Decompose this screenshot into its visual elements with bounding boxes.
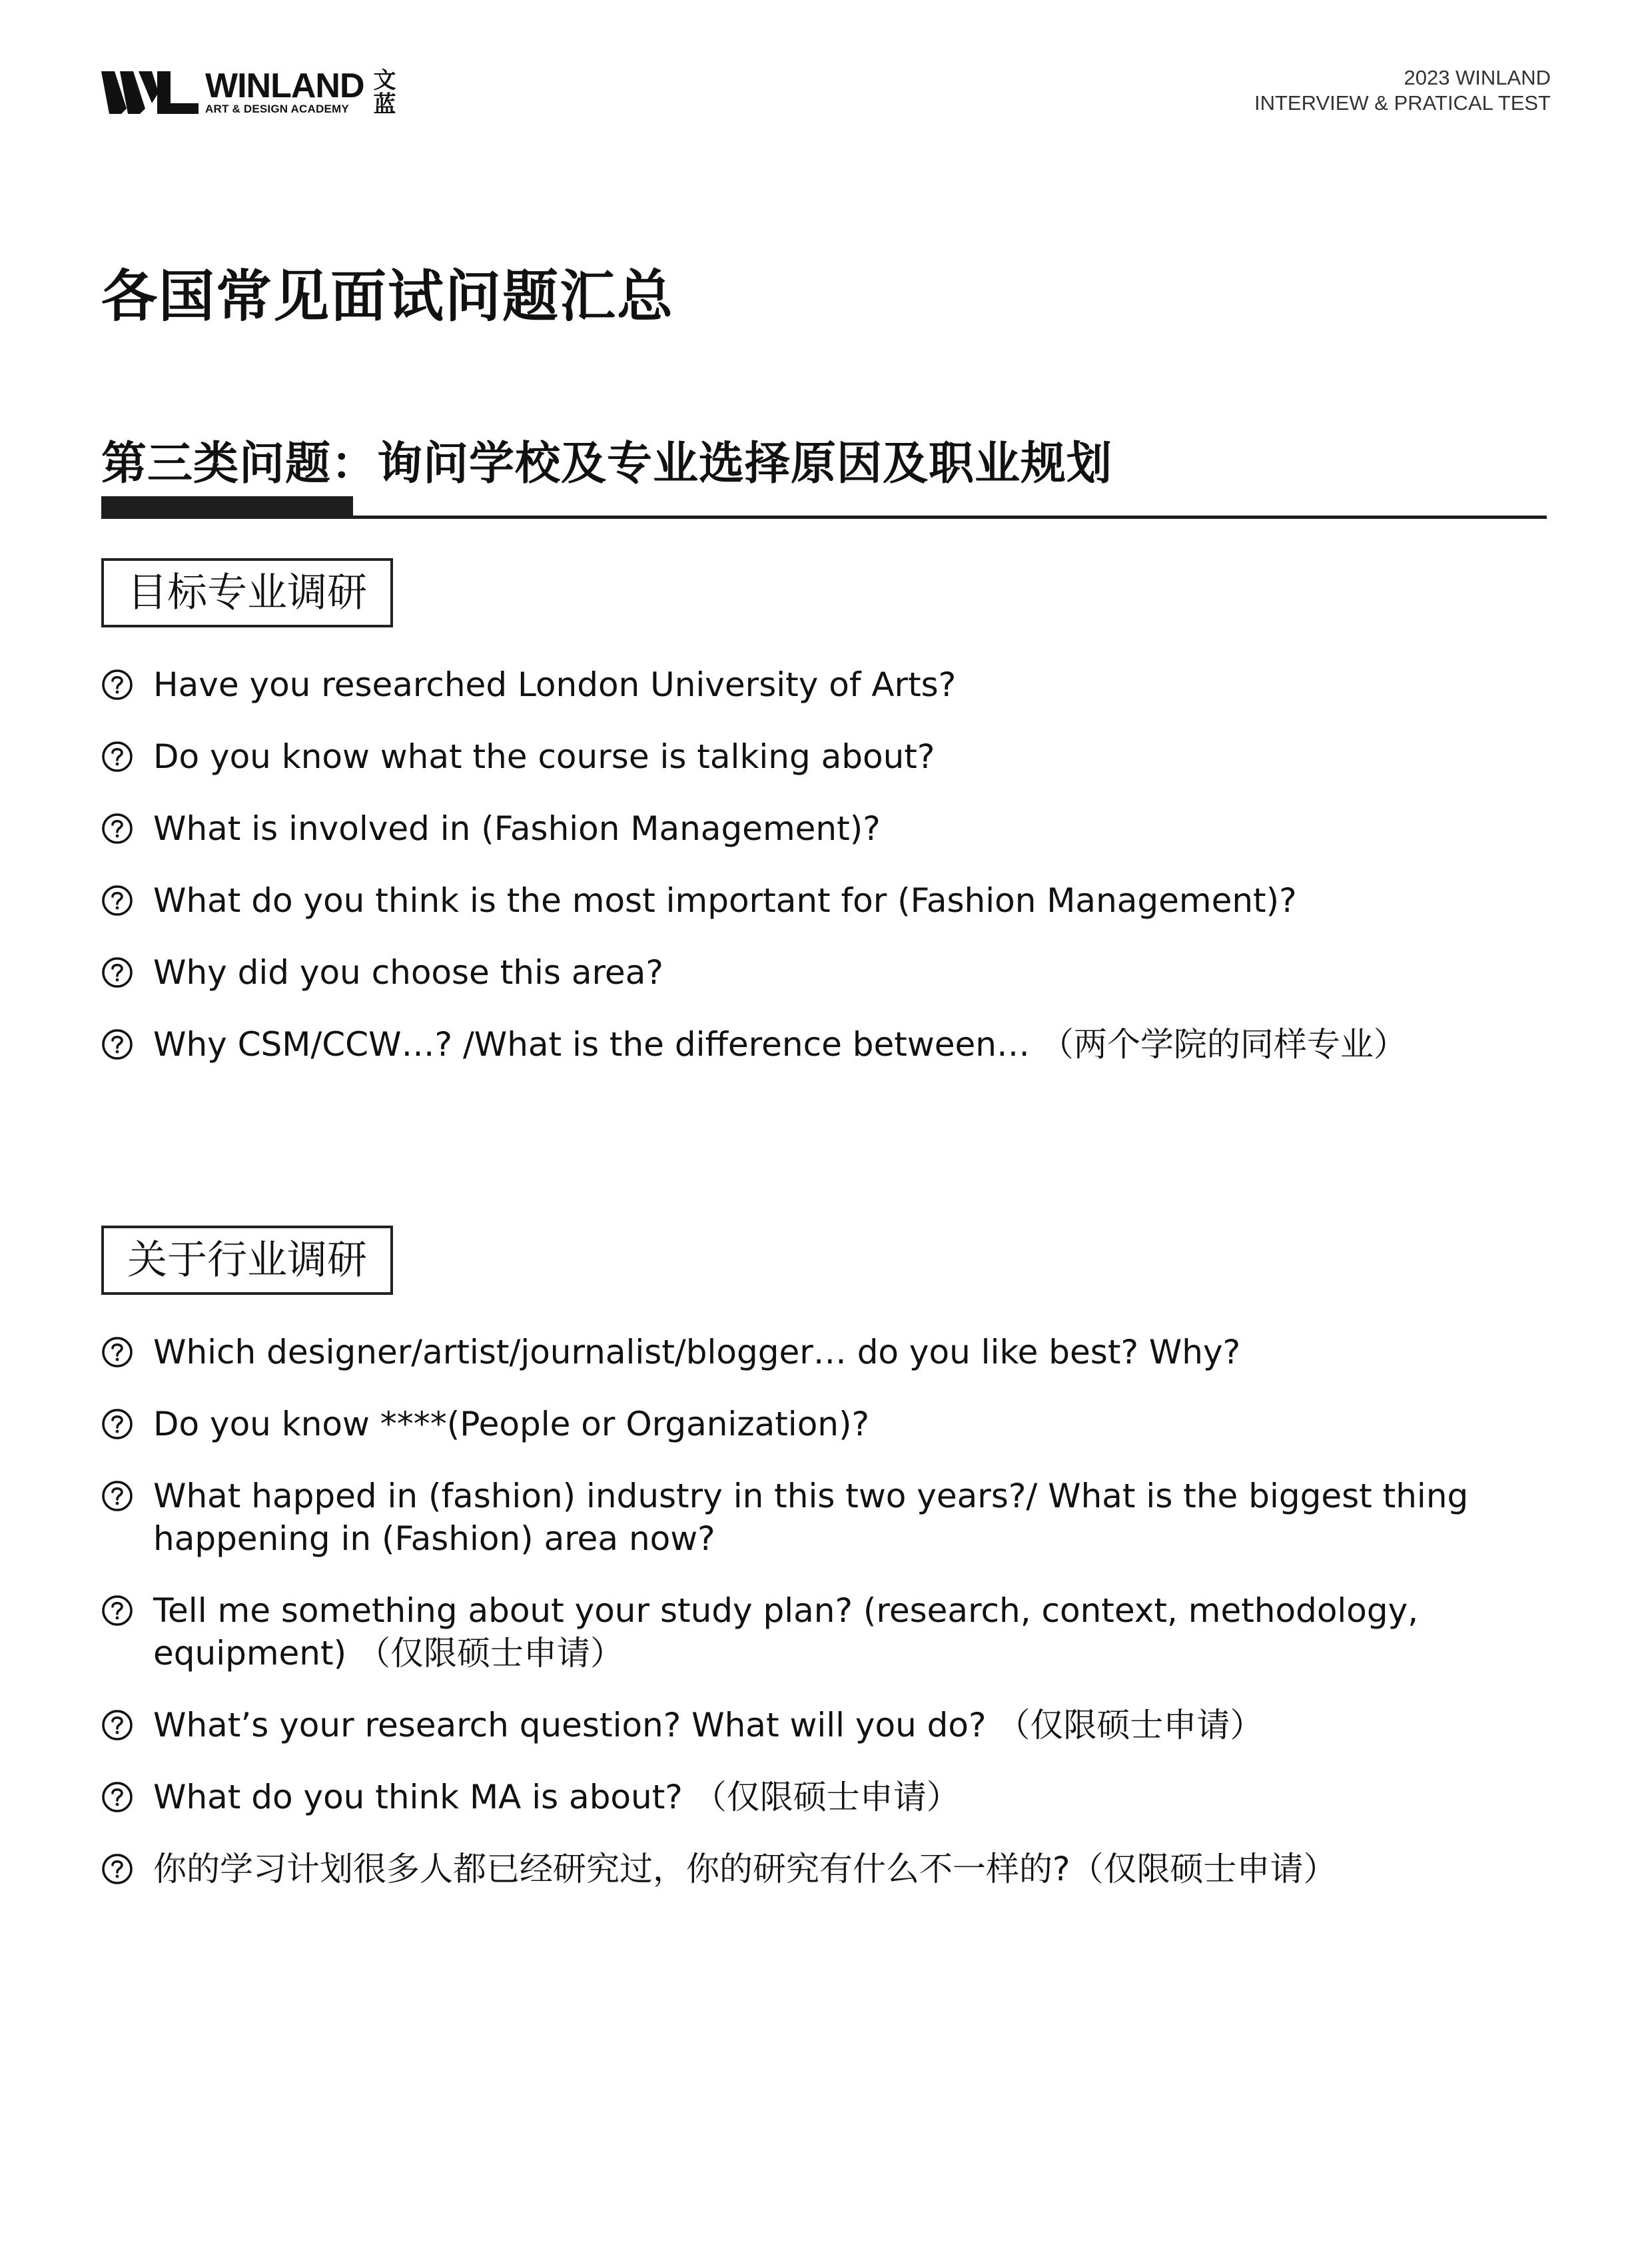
question-item [101, 1704, 1553, 1746]
page-title: 各国常见面试问题汇总 [101, 264, 675, 329]
winland-logo [101, 64, 396, 121]
question-circle-icon [101, 1408, 133, 1440]
question-item [101, 1475, 1553, 1560]
question-circle-icon [101, 741, 133, 773]
question-circle-icon [101, 1709, 133, 1741]
logo-chinese-char-1: 文 [373, 67, 396, 94]
question-item [101, 951, 1553, 994]
question-item [101, 879, 1553, 922]
wl-monogram-icon [101, 67, 200, 118]
header-year: 2023 WINLAND [1404, 66, 1551, 89]
question-item [101, 1403, 1553, 1445]
question-circle-icon [101, 669, 133, 701]
header-info [1254, 65, 1551, 116]
question-list-target-major [101, 663, 1553, 1095]
question-circle-icon [101, 1336, 133, 1368]
question-item [101, 1848, 1553, 1890]
question-circle-icon [101, 1781, 133, 1813]
question-text: Have you researched London University of Arts? [153, 665, 957, 704]
question-circle-icon [101, 813, 133, 845]
question-circle-icon [101, 956, 133, 988]
question-item [101, 1776, 1553, 1818]
question-text: Do you know ****(People or Organization)? [153, 1405, 870, 1443]
header-subtitle: INTERVIEW & PRATICAL TEST [1254, 91, 1551, 115]
question-circle-icon [101, 1595, 133, 1627]
question-text: What happed in (fashion) industry in this two years?/ What is the biggest thing happening in (Fashion) area now? [153, 1477, 1469, 1558]
logo-brand: WINLAND [205, 67, 364, 105]
question-text: What do you think MA is about? （仅限硕士申请） [153, 1778, 960, 1816]
question-item [101, 735, 1553, 778]
question-list-industry-research [101, 1331, 1553, 1920]
section-title: 第三类问题：询问学校及专业选择原因及职业规划 [101, 438, 1113, 490]
question-circle-icon [101, 1028, 133, 1060]
logo-chinese-char-2: 蓝 [373, 91, 396, 118]
question-text: Do you know what the course is talking about? [153, 737, 935, 776]
question-text: What do you think is the most important for (Fashion Management)? [153, 881, 1297, 920]
question-circle-icon [101, 1480, 133, 1512]
question-text: 你的学习计划很多人都已经研究过，你的研究有什么不一样的?（仅限硕士申请） [153, 1850, 1337, 1888]
logo-subtitle: ART & DESIGN ACADEMY [205, 103, 349, 115]
question-item [101, 1023, 1553, 1066]
question-text: Which designer/artist/journalist/blogger… do you like best? Why? [153, 1333, 1241, 1371]
question-item [101, 1331, 1553, 1373]
question-text: Tell me something about your study plan? (research, context, methodology, equipment) （仅限硕士申请） [153, 1591, 1419, 1673]
question-text: What’s your research question? What will you do? （仅限硕士申请） [153, 1706, 1264, 1744]
question-item [101, 807, 1553, 850]
section-label-industry-research: 关于行业调研 [101, 1226, 393, 1295]
section-label-target-major: 目标专业调研 [101, 558, 393, 627]
logo-chinese [374, 69, 396, 117]
logo-wordmark [205, 69, 364, 116]
question-item [101, 663, 1553, 706]
question-text: Why did you choose this area? [153, 953, 663, 992]
title-underline [101, 516, 1547, 519]
question-text: Why CSM/CCW…? /What is the difference between… （两个学院的同样专业） [153, 1025, 1407, 1064]
question-item [101, 1589, 1553, 1675]
question-circle-icon [101, 885, 133, 917]
question-circle-icon [101, 1853, 133, 1885]
question-text: What is involved in (Fashion Management)? [153, 809, 881, 848]
